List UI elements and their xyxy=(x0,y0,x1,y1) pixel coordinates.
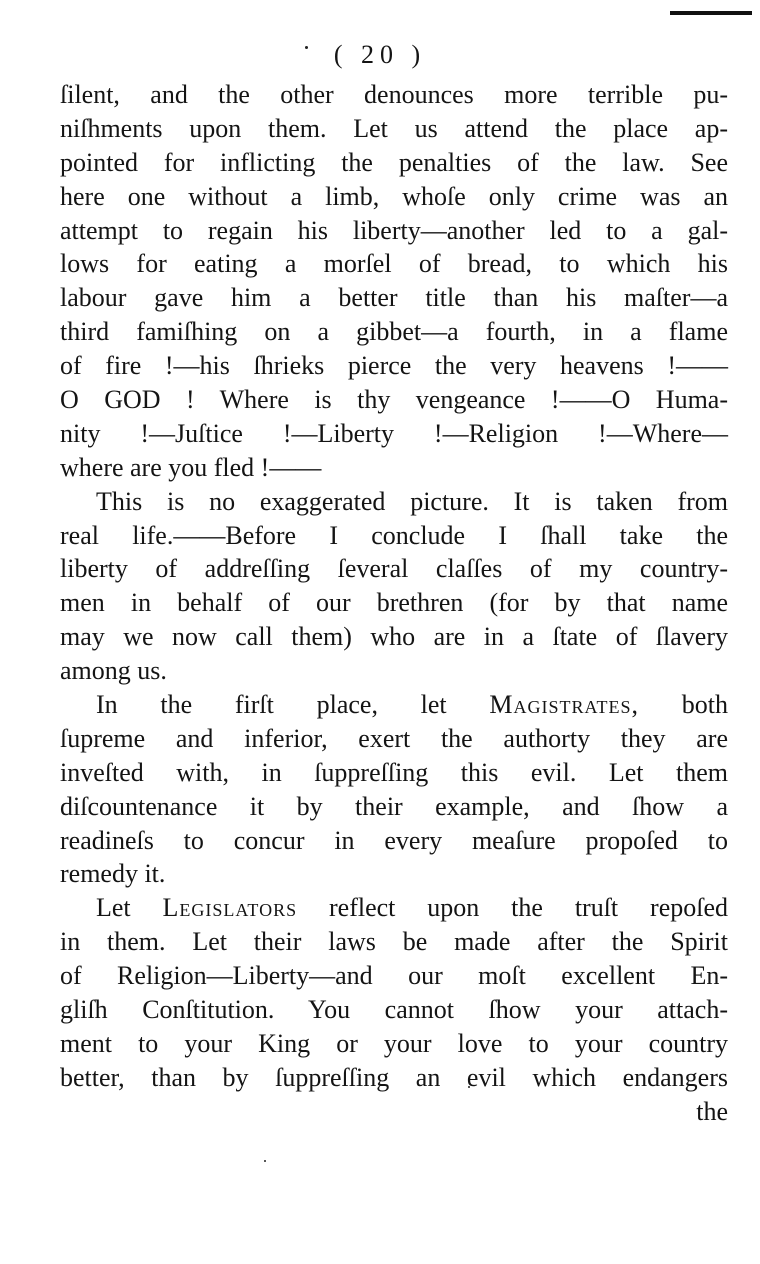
text-line: among us. xyxy=(60,656,167,686)
text-line xyxy=(60,688,728,722)
ink-speck xyxy=(264,1160,266,1162)
text-line: This is no exaggerated picture. It is taken from xyxy=(96,486,728,516)
text-line: gliſh Conſtitution. You cannot ſhow your attach- xyxy=(60,995,728,1025)
text-line: liberty of addreſſing ſeveral claſſes of my country- xyxy=(60,554,728,584)
text-line: labour gave him a better title than his maſter—a xyxy=(60,283,728,313)
text-line: lows for eating a morſel of bread, to which his xyxy=(60,249,728,279)
text-line: in them. Let their laws be made after the Spirit xyxy=(60,927,728,957)
small-caps-word: Magistrates, xyxy=(489,690,640,720)
text-line: where are you fled !—— xyxy=(60,452,322,482)
text-line: ſupreme and inferior, exert the authorty they are xyxy=(60,723,728,753)
text-line: ment to your King or your love to your country xyxy=(60,1028,728,1058)
text-line: pointed for inflicting the penalties of the law. See xyxy=(60,147,728,177)
text-line: ſilent, and the other denounces more terrible pu- xyxy=(60,80,728,109)
body-text xyxy=(60,78,728,1129)
text-line xyxy=(60,891,728,925)
text-segment: Let xyxy=(96,893,131,923)
page-number: ( 20 ) xyxy=(333,40,427,69)
text-line: men in behalf of our brethren (for by that name xyxy=(60,588,728,618)
text-line: here one without a limb, whoſe only crime was an xyxy=(60,181,728,211)
text-segment: reflect upon the truſt repoſed xyxy=(329,893,728,923)
text-line: diſcountenance it by their example, and ſhow a xyxy=(60,791,728,821)
text-line: O GOD ! Where is thy vengeance !——O Huma- xyxy=(60,385,728,415)
catchword: the xyxy=(696,1096,728,1126)
text-line: attempt to regain his liberty—another led to a gal- xyxy=(60,215,728,245)
small-caps-word: Legislators xyxy=(162,893,298,923)
text-line: nity !—Juſtice !—Liberty !—Religion !—Where— xyxy=(60,418,728,448)
text-line: remedy it. xyxy=(60,859,166,889)
text-line: third famiſhing on a gibbet—a fourth, in a flame xyxy=(60,317,728,347)
text-line: niſhments upon them. Let us attend the place ap- xyxy=(60,113,728,143)
text-line: of fire !—his ſhrieks pierce the very heavens !—— xyxy=(60,351,728,381)
text-line: real life.——Before I conclude I ſhall take the xyxy=(60,520,728,550)
text-line: inveſted with, in ſuppreſſing this evil. Let them xyxy=(60,757,728,787)
text-line: may we now call them) who are in a ſtate of ſlavery xyxy=(60,622,728,652)
text-line: of Religion—Liberty—and our moſt excellent En- xyxy=(60,961,728,991)
text-segment: both xyxy=(681,690,729,720)
top-printed-rule xyxy=(670,11,752,15)
text-line: better, than by ſuppreſſing an evil which endangers xyxy=(60,1062,728,1092)
text-segment: In the firſt place, let xyxy=(96,690,447,720)
text-line: readineſs to concur in every meaſure propoſed to xyxy=(60,825,728,855)
